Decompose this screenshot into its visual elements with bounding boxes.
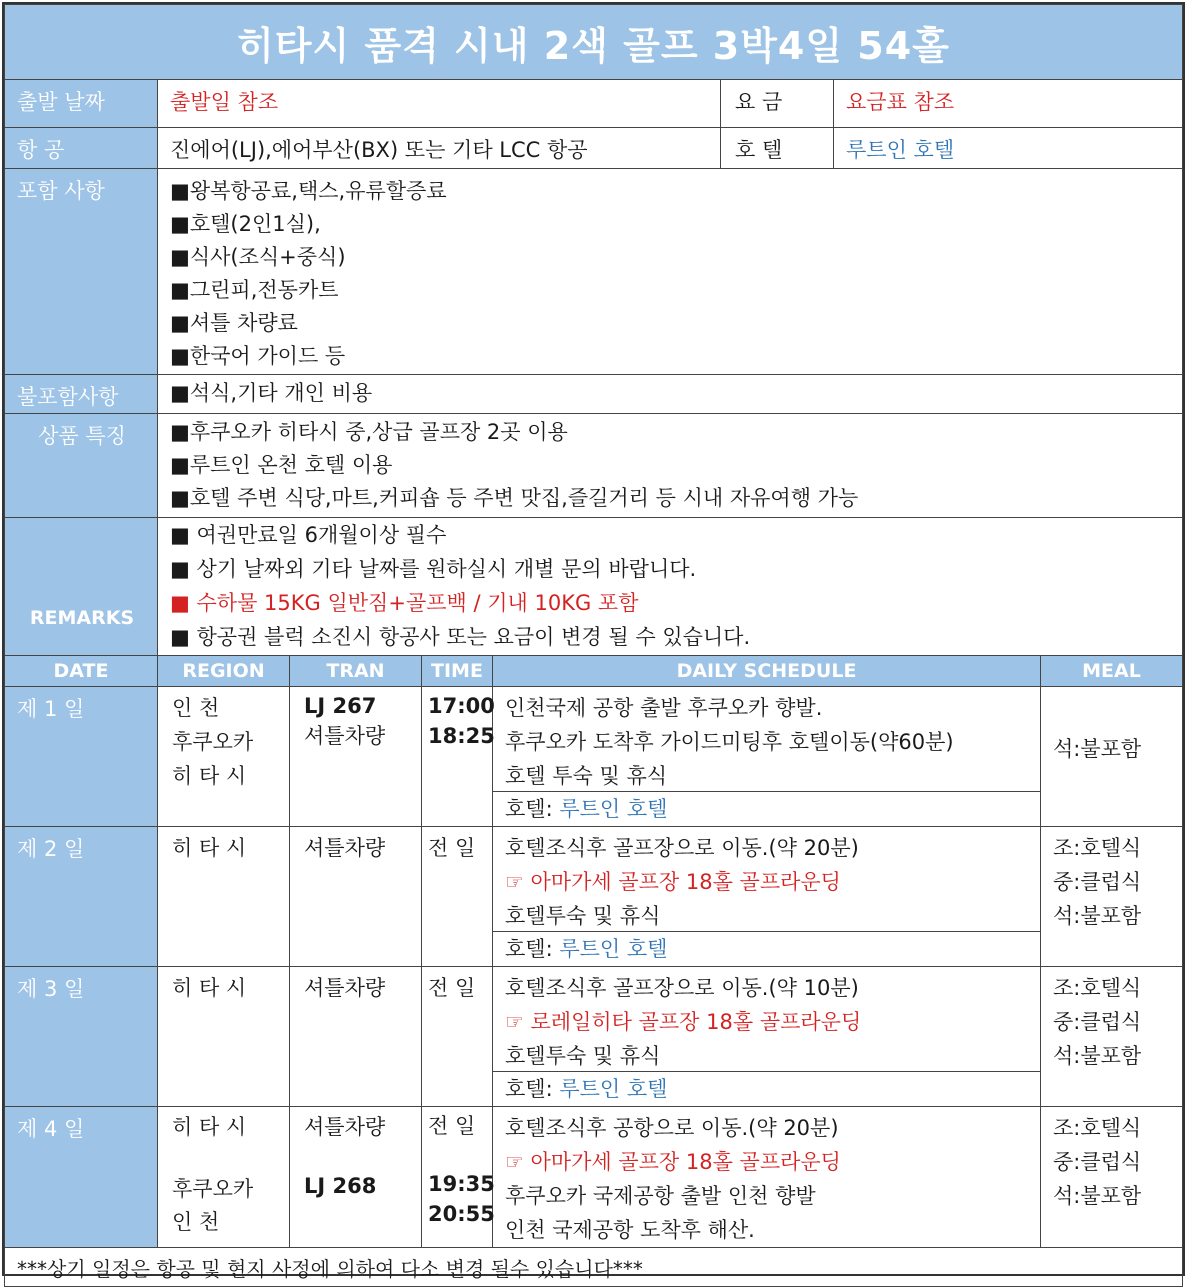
schedule-line: 후쿠오카 국제공항 출발 인천 향발 (505, 1184, 816, 1208)
schedule-line-golf: ☞ 아마가세 골프장 18홀 골프라운딩 (505, 1150, 841, 1174)
remarks-item: ■ 항공권 블럭 소진시 항공사 또는 요금이 변경 될 수 있습니다. (170, 625, 751, 649)
tran-line: 셔틀차량 (304, 836, 386, 860)
schedule-line-golf: ☞ 아마가세 골프장 18홀 골프라운딩 (505, 870, 841, 894)
include-item: ■한국어 가이드 등 (170, 344, 346, 368)
day-region (158, 687, 290, 827)
include-item: ■호텔(2인1실), (170, 212, 321, 236)
tran-line: LJ 267 (304, 694, 377, 718)
day-row (5, 827, 1183, 967)
time-line: 전 일 (428, 1114, 476, 1138)
day-tran (290, 1107, 422, 1248)
meal-line: 조:호텔식 (1053, 1116, 1142, 1140)
schedule-line: 인천 국제공항 도착후 해산. (505, 1218, 755, 1242)
day-schedule (493, 1107, 1041, 1248)
header-tran: TRAN (290, 656, 422, 687)
hotel-prefix: 호텔: (505, 937, 560, 961)
remarks-label: REMARKS (5, 518, 158, 656)
header-time: TIME (422, 656, 493, 687)
remarks-item-baggage: ■ 수하물 15KG 일반짐+골프백 / 기내 10KG 포함 (170, 591, 639, 615)
meal-line: 중:클럽식 (1053, 1150, 1142, 1174)
time-spacer (428, 1141, 480, 1169)
time-line: 전 일 (428, 976, 476, 1000)
meal-line: 조:호텔식 (1053, 976, 1142, 1000)
region-line: 히 타 시 (172, 764, 247, 788)
header-meal: MEAL (1041, 656, 1183, 687)
tran-line: 셔틀차량 (304, 1115, 386, 1139)
day-time (422, 687, 493, 827)
meal-line: 중:클럽식 (1053, 1010, 1142, 1034)
include-label: 포함 사항 (5, 169, 158, 375)
meal-line: 석:불포함 (1053, 1044, 1142, 1068)
schedule-line: 인천국제 공항 출발 후쿠오카 향발. (505, 696, 823, 720)
day-meal (1041, 967, 1183, 1107)
region-line: 인 천 (172, 696, 220, 720)
airline-label: 항 공 (5, 128, 158, 169)
day-region (158, 967, 290, 1107)
remarks-item: ■ 여권만료일 6개월이상 필수 (170, 523, 447, 547)
region-line: 히 타 시 (172, 1115, 247, 1139)
feature-list (158, 414, 1183, 518)
day-time (422, 827, 493, 967)
meal-line: 중:클럽식 (1053, 870, 1142, 894)
schedule-line: 호텔조식후 골프장으로 이동.(약 10분) (505, 976, 859, 1000)
feature-item: ■후쿠오카 히타시 중,상급 골프장 2곳 이용 (170, 420, 568, 444)
tran-spacer (304, 1144, 409, 1170)
schedule-header-row (5, 656, 1183, 687)
schedule-line: 호텔투숙 및 휴식 (505, 904, 661, 928)
hotel-line (493, 1071, 1040, 1106)
day-row (5, 1107, 1183, 1248)
include-item: ■그린피,전동카트 (170, 278, 339, 302)
include-item: ■식사(조식+중식) (170, 245, 346, 269)
tran-line: 셔틀차량 (304, 724, 386, 748)
tran-line: 셔틀차량 (304, 976, 386, 1000)
price-value: 요금표 참조 (834, 80, 1183, 128)
day-region (158, 827, 290, 967)
day-date: 제 1 일 (5, 687, 158, 827)
day-region (158, 1107, 290, 1248)
region-line: 히 타 시 (172, 976, 247, 1000)
time-line: 17:00 (428, 694, 495, 718)
schedule-line: 호텔 투숙 및 휴식 (505, 764, 668, 788)
day-date: 제 2 일 (5, 827, 158, 967)
schedule-line: 호텔투숙 및 휴식 (505, 1044, 661, 1068)
day-meal (1041, 827, 1183, 967)
day-tran (290, 827, 422, 967)
region-line: 후쿠오카 (172, 1177, 254, 1201)
exclude-label: 불포함사항 (5, 375, 158, 414)
day-date: 제 3 일 (5, 967, 158, 1107)
hotel-value: 루트인 호텔 (834, 128, 1183, 169)
depart-label: 출발 날짜 (5, 80, 158, 128)
time-line: 전 일 (428, 836, 476, 860)
airline-value: 진에어(LJ),에어부산(BX) 또는 기타 LCC 항공 (158, 128, 721, 169)
time-line: 19:35 (428, 1172, 495, 1196)
time-line: 18:25 (428, 724, 495, 748)
schedule-line: 호텔조식후 공항으로 이동.(약 20분) (505, 1116, 839, 1140)
day-meal (1041, 1107, 1183, 1248)
region-line: 인 천 (172, 1210, 220, 1234)
include-list (158, 169, 1183, 375)
remarks-item: ■ 상기 날짜외 기타 날짜를 원하실시 개별 문의 바랍니다. (170, 557, 697, 581)
day-time (422, 967, 493, 1107)
include-item: ■셔틀 차량료 (170, 311, 298, 335)
day-schedule (493, 827, 1041, 967)
meal-line: 석:불포함 (1053, 1184, 1142, 1208)
info-table (4, 4, 1183, 656)
hotel-name: 루트인 호텔 (559, 797, 668, 821)
exclude-item: ■석식,기타 개인 비용 (158, 375, 1183, 414)
header-daily-schedule: DAILY SCHEDULE (493, 656, 1041, 687)
region-line: 후쿠오카 (172, 730, 254, 754)
day-row (5, 967, 1183, 1107)
hotel-name: 루트인 호텔 (559, 937, 668, 961)
day-schedule (493, 967, 1041, 1107)
remarks-list (158, 518, 1183, 656)
schedule-line: 호텔조식후 골프장으로 이동.(약 20분) (505, 836, 859, 860)
tran-line: LJ 268 (304, 1174, 377, 1198)
schedule-table (4, 655, 1183, 1287)
feature-label: 상품 특징 (5, 414, 158, 518)
hotel-prefix: 호텔: (505, 1077, 560, 1101)
region-spacer (172, 1144, 277, 1173)
day-tran (290, 967, 422, 1107)
page-title: 히타시 품격 시내 2색 골프 3박4일 54홀 (5, 5, 1183, 80)
schedule-line: 후쿠오카 도착후 가이드미팅후 호텔이동(약60분) (505, 730, 954, 754)
schedule-line-golf: ☞ 로레일히타 골프장 18홀 골프라운딩 (505, 1010, 862, 1034)
day-tran (290, 687, 422, 827)
header-region: REGION (158, 656, 290, 687)
footer-note: ***상기 일정은 항공 및 현지 사정에 의하여 다소 변경 될수 있습니다*** (5, 1248, 1183, 1287)
meal-line: 석:불포함 (1053, 904, 1142, 928)
day-date: 제 4 일 (5, 1107, 158, 1248)
day-row (5, 687, 1183, 827)
itinerary-sheet (2, 2, 1185, 1281)
hotel-prefix: 호텔: (505, 797, 560, 821)
include-item: ■왕복항공료,택스,유류할증료 (170, 179, 447, 203)
hotel-line (493, 791, 1040, 826)
meal-line: 조:호텔식 (1053, 836, 1142, 860)
meal-line: 석:불포함 (1053, 736, 1142, 761)
time-line: 20:55 (428, 1202, 495, 1226)
day-meal (1041, 687, 1183, 827)
region-line: 히 타 시 (172, 836, 247, 860)
day-time (422, 1107, 493, 1248)
hotel-line (493, 931, 1040, 966)
feature-item: ■루트인 온천 호텔 이용 (170, 453, 393, 477)
depart-value: 출발일 참조 (158, 80, 721, 128)
feature-item: ■호텔 주변 식당,마트,커피숍 등 주변 맛집,즐길거리 등 시내 자유여행 가능 (170, 486, 859, 510)
hotel-name: 루트인 호텔 (559, 1077, 668, 1101)
price-label: 요 금 (721, 80, 834, 128)
day-schedule (493, 687, 1041, 827)
hotel-label: 호 텔 (721, 128, 834, 169)
header-date: DATE (5, 656, 158, 687)
